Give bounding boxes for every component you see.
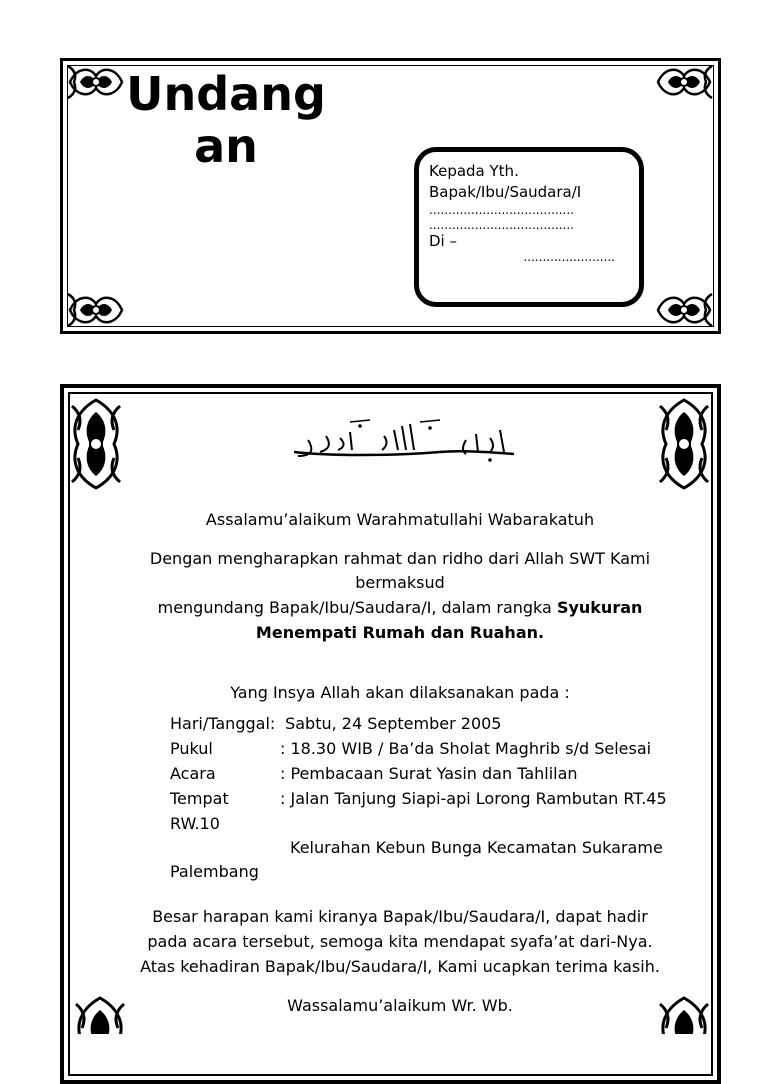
intro-line-3-text: mengundang Bapak/Ibu/Saudara/I, dalam rangka bbox=[157, 598, 552, 617]
title-line-2: an bbox=[194, 119, 258, 173]
closing-line-3: Atas kehadiran Bapak/Ibu/Saudara/I, Kami ucapkan terima kasih. bbox=[140, 957, 660, 976]
closing-line-2: pada acara tersebut, semoga kita mendapat syafa’at dari-Nya. bbox=[147, 932, 653, 951]
blank-line-1: ...................................... bbox=[429, 203, 574, 217]
corner-ornament-icon bbox=[64, 396, 128, 492]
detail-label: Pukul bbox=[170, 739, 213, 758]
place-label: Di – bbox=[429, 232, 457, 250]
address-continuation: RW.10 bbox=[170, 814, 220, 833]
intro-line-3 bbox=[90, 595, 710, 620]
event-name-part-1: Syukuran bbox=[556, 598, 643, 617]
recipient-to: Bapak/Ibu/Saudara/I bbox=[429, 183, 582, 201]
detail-label: Tempat bbox=[170, 789, 229, 808]
blank-line-2: ...................................... bbox=[429, 218, 574, 232]
detail-label: Acara bbox=[170, 764, 216, 783]
detail-row bbox=[170, 761, 578, 786]
address-continuation: Kelurahan Kebun Bunga Kecamatan Sukarame bbox=[290, 838, 663, 857]
corner-ornament-icon bbox=[652, 396, 716, 492]
event-name-part-2: Menempati Rumah dan Ruahan. bbox=[255, 623, 545, 642]
intro-line-1: Dengan mengharapkan rahmat dan ridho dari Allah SWT Kami bbox=[149, 549, 651, 568]
farewell: Wassalamu’alaikum Wr. Wb. bbox=[287, 996, 513, 1015]
corner-ornament-icon bbox=[654, 290, 714, 330]
detail-row bbox=[170, 711, 501, 736]
invitation-title bbox=[118, 68, 334, 172]
detail-label: Hari/Tanggal: bbox=[170, 714, 276, 733]
closing-line-1: Besar harapan kami kiranya Bapak/Ibu/Saudara/I, dapat hadir bbox=[152, 907, 648, 926]
detail-value: : 18.30 WIB / Ba’da Sholat Maghrib s/d Selesai bbox=[280, 739, 652, 758]
greeting: Assalamu’alaikum Warahmatullahi Wabarakatuh bbox=[205, 510, 595, 529]
detail-value: : Pembacaan Surat Yasin dan Tahlilan bbox=[280, 764, 578, 783]
detail-row bbox=[170, 736, 651, 761]
recipient-label: Kepada Yth. bbox=[429, 162, 519, 180]
announce-text: Yang Insya Allah akan dilaksanakan pada : bbox=[230, 683, 570, 702]
address-box bbox=[414, 147, 644, 307]
detail-row bbox=[170, 786, 667, 811]
corner-ornament-icon bbox=[654, 62, 714, 102]
detail-value: Sabtu, 24 September 2005 bbox=[285, 714, 502, 733]
corner-ornament-icon bbox=[66, 290, 126, 330]
bismillah-calligraphy-icon bbox=[290, 416, 518, 468]
address-continuation: Palembang bbox=[170, 862, 259, 881]
corner-ornament-icon bbox=[66, 62, 126, 102]
blank-line-3: ........................ bbox=[523, 250, 615, 264]
detail-value: : Jalan Tanjung Siapi-api Lorong Rambutan RT.45 bbox=[280, 789, 667, 808]
title-line-1: Undang bbox=[126, 67, 326, 121]
intro-line-2: bermaksud bbox=[355, 573, 445, 592]
